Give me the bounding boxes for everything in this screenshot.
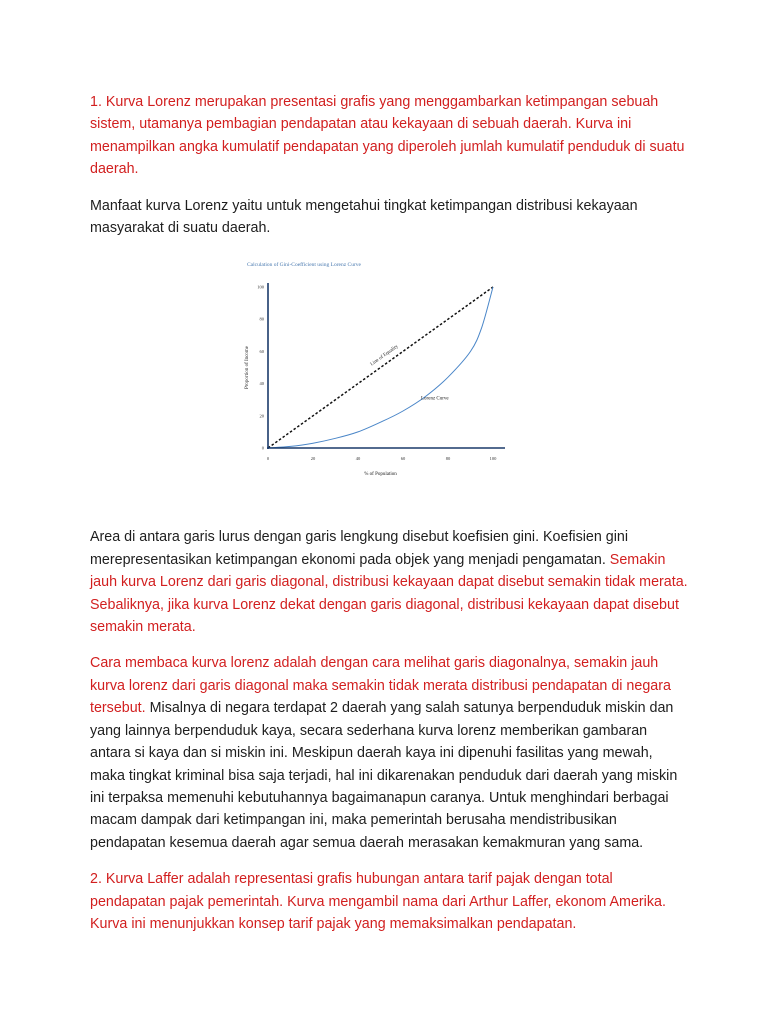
line-of-equality-label: Line of Equality [369,344,400,368]
paragraph-gini [90,526,690,638]
x-tick-label: 60 [400,456,406,462]
reading-highlight: Cara membaca kurva lorenz adalah dengan cara melihat garis diagonalnya, semakin jauh kurva lorenz dari garis diagonal maka semakin tidak merata distribusi pendapatan di negara tersebut. [90,655,671,717]
lorenz-curve-label: Lorenz Curve [421,397,449,403]
reading-text: Misalnya di negara terdapat 2 daerah yang salah satunya berpenduduk miskin dan yang lainnya berpenduduk kaya, secara sederhana kurva lorenz memberikan gambaran antara si kaya dan si miskin ini. Meskipun daerah kaya ini dipenuhi fasilitas yang mewah, maka tingkat kriminal bisa saja terjadi, hal ini dikarenakan penduduk dari daerah yang miskin ini terpaksa memenuhi kebutuhannya bagaimanapun caranya. Untuk menghindari berbagai macam dampak dari ketimpangan ini, maka pemerintah berusaha mendistribusikan pendapatan kesemua daerah agar semua daerah merasakan kemakmuran yang sama. [90,700,678,851]
y-axis-label: Proportion of Income [245,346,250,390]
y-tick-label: 40 [259,381,264,387]
x-tick-label: 40 [355,456,361,462]
paragraph-reading-lorenz [90,652,690,854]
x-tick-label: 0 [266,456,270,462]
y-tick-label: 100 [257,284,264,290]
paragraph-lorenz-benefit: Manfaat kurva Lorenz yaitu untuk mengetahui tingkat ketimpangan distribusi kekayaan masyarakat di suatu daerah. [90,197,638,237]
y-tick-label: 0 [261,445,264,451]
gini-text: Area di antara garis lurus dengan garis lengkung disebut koefisien gini. Koefisien gini merepresentasikan ketimpangan ekonomi pada objek yang menjadi pengamatan. [90,529,629,568]
gini-highlight: Semakin jauh kurva Lorenz dari garis diagonal, distribusi kekayaan dapat disebut semakin tidak merata. Sebaliknya, jika kurva Lorenz dekat dengan garis diagonal, distribusi kekayaan dapat disebut semakin merata. [90,551,688,636]
y-tick-label: 80 [259,317,264,323]
chart-title: Calculation of Gini-Coefficient using Lorenz Curve [247,262,361,269]
paragraph-laffer: 2. Kurva Laffer adalah representasi grafis hubungan antara tarif pajak dengan total pendapatan pajak pemerintah. Kurva mengambil nama dari Arthur Laffer, ekonom Amerika. Kurva ini menunjukkan konsep tarif pajak yang memaksimalkan pendapatan. [90,871,666,932]
x-axis-label: % of Population [364,472,397,478]
document-page [90,91,690,935]
y-tick-label: 60 [259,349,264,355]
lorenz-chart [237,254,529,486]
x-tick-label: 20 [310,456,316,462]
lorenz-curve-figure [237,254,529,486]
x-tick-label: 100 [489,456,497,462]
paragraph-lorenz-definition: 1. Kurva Lorenz merupakan presentasi grafis yang menggambarkan ketimpangan sebuah sistem, utamanya pembagian pendapatan atau kekayaan di sebuah daerah. Kurva ini menampilkan angka kumulatif pendapatan yang diperoleh jumlah kumulatif penduduk di suatu daerah. [90,94,685,178]
line-of-equality [268,287,493,448]
y-tick-label: 20 [259,413,264,419]
x-tick-label: 80 [445,456,451,462]
